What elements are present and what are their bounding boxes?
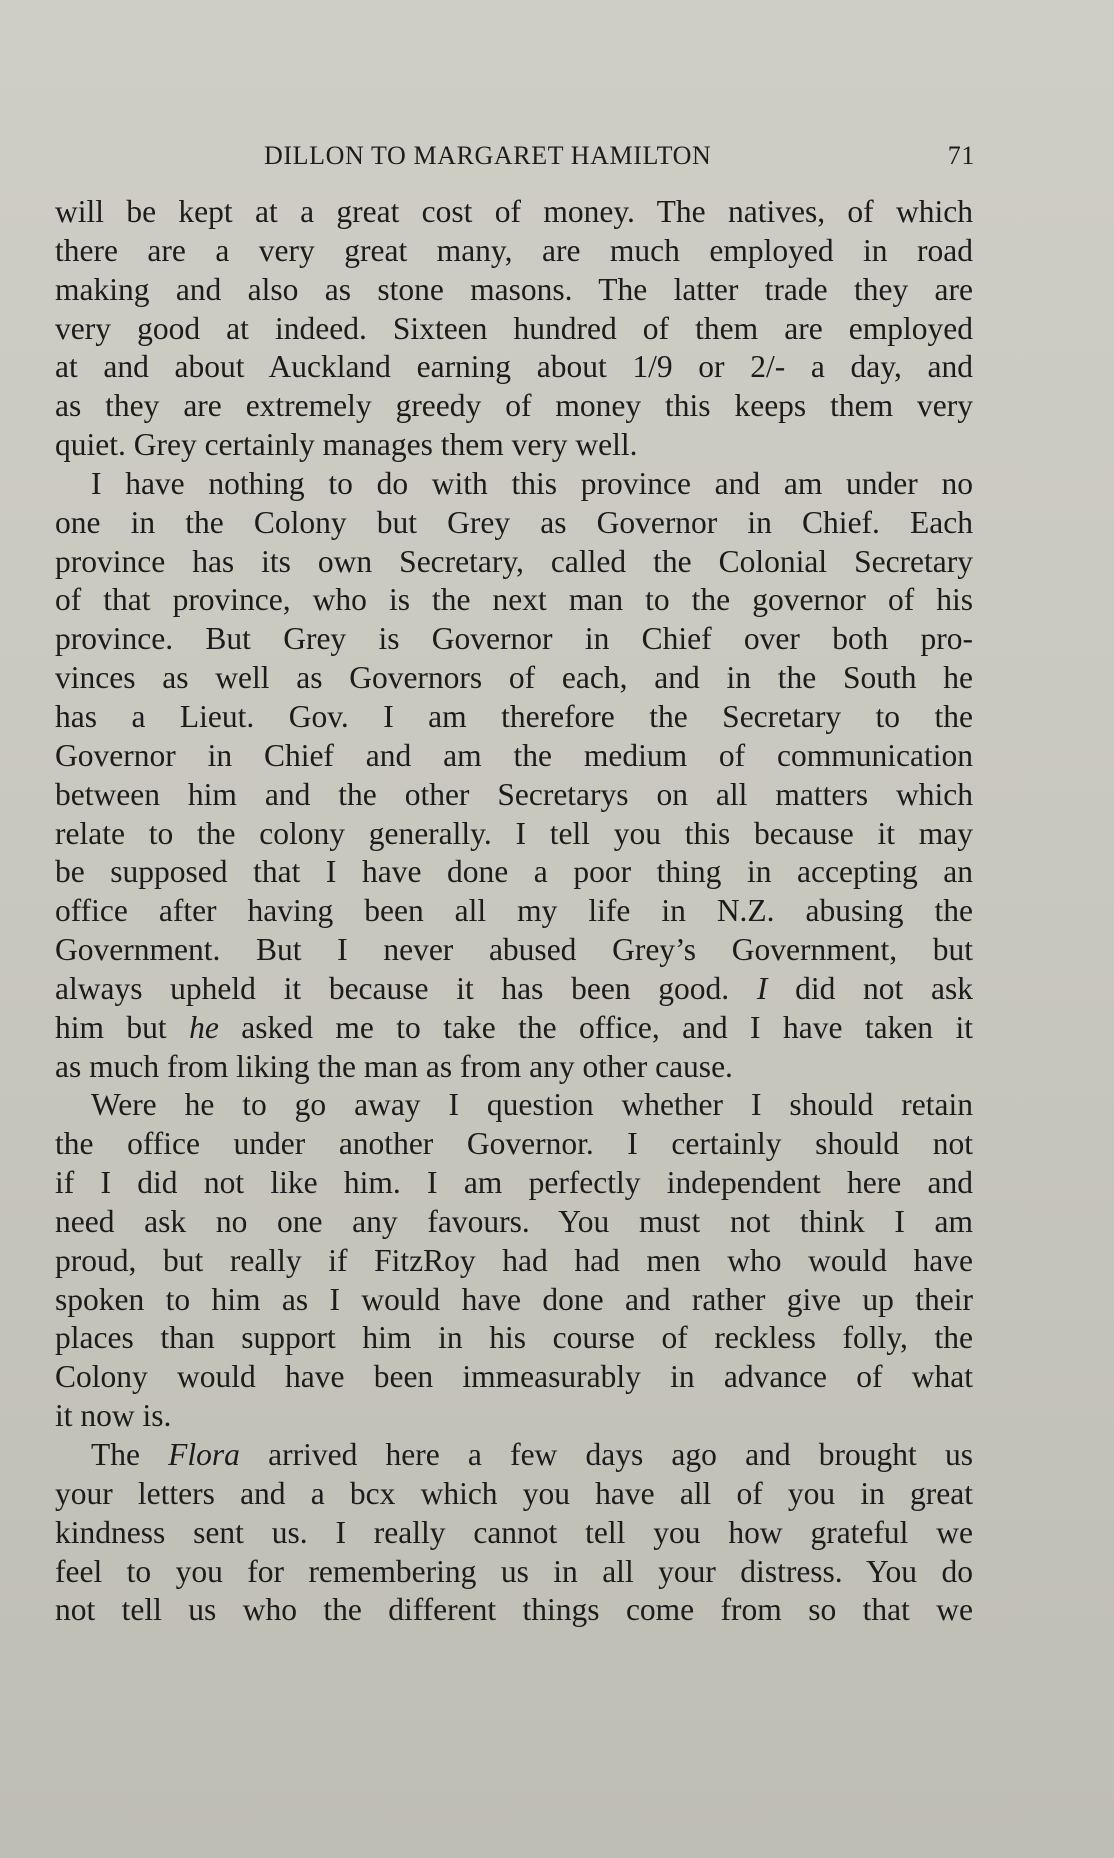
text-line: always upheld it because it has been good. I did not ask xyxy=(55,970,973,1006)
text-line: of that province, who is the next man to the governor of his xyxy=(55,582,973,618)
page-number: 71 xyxy=(947,141,975,170)
text-line: relate to the colony generally. I tell you this because it may xyxy=(55,815,973,851)
text-line: as they are extremely greedy of money this keeps them very xyxy=(55,388,973,424)
text-line: need ask no one any favours. You must not think I am xyxy=(55,1203,973,1239)
text-line: the office under another Governor. I certainly should not xyxy=(55,1126,973,1162)
text-line: if I did not like him. I am perfectly independent here and xyxy=(55,1165,973,1201)
text-line: vinces as well as Governors of each, and in the South he xyxy=(55,660,973,696)
text-line: very good at indeed. Sixteen hundred of them are employed xyxy=(55,310,973,346)
text-line: places than support him in his course of reckless folly, the xyxy=(55,1320,973,1356)
text-line: quiet. Grey certainly manages them very well. xyxy=(55,427,638,463)
text-line: province has its own Secretary, called the Colonial Secretary xyxy=(55,543,973,579)
paragraph-start-line: The Flora arrived here a few days ago and brought us xyxy=(91,1437,973,1472)
text-line: Governor in Chief and am the medium of communication xyxy=(55,737,973,773)
text-line: there are a very great many, are much employed in road xyxy=(55,232,973,268)
text-line: between him and the other Secretarys on all matters which xyxy=(55,776,973,812)
emphasis: he xyxy=(189,1009,219,1045)
text-line: proud, but really if FitzRoy had had men who would have xyxy=(55,1242,973,1278)
paragraph-start-line: I have nothing to do with this province and am under no xyxy=(91,465,973,501)
text-line: at and about Auckland earning about 1/9 or 2/- a day, and xyxy=(55,349,973,385)
text-line: not tell us who the different things come from so that we xyxy=(55,1592,973,1628)
paragraph-start-line: Were he to go away I question whether I should retain xyxy=(91,1087,973,1123)
text-line: him but he asked me to take the office, and I have taken it xyxy=(55,1009,973,1045)
text-line: Colony would have been immeasurably in advance of what xyxy=(55,1359,973,1395)
text-line: it now is. xyxy=(55,1398,172,1434)
running-title: DILLON TO MARGARET HAMILTON xyxy=(264,141,712,170)
text-line: has a Lieut. Gov. I am therefore the Secretary to the xyxy=(55,698,973,734)
text-line: as much from liking the man as from any other cause. xyxy=(55,1048,733,1084)
text-line: will be kept at a great cost of money. The natives, of which xyxy=(55,194,973,229)
text-line: one in the Colony but Grey as Governor in Chief. Each xyxy=(55,504,973,540)
text-line: province. But Grey is Governor in Chief over both pro- xyxy=(55,621,973,657)
text-line: kindness sent us. I really cannot tell you how grateful we xyxy=(55,1514,973,1550)
text-line: feel to you for remembering us in all your distress. You do xyxy=(55,1553,973,1589)
emphasis: Flora xyxy=(168,1437,240,1472)
text-line: be supposed that I have done a poor thing in accepting an xyxy=(55,854,973,890)
text-line: making and also as stone masons. The latter trade they are xyxy=(55,271,973,307)
emphasis: I xyxy=(756,970,768,1006)
letter-body xyxy=(55,193,973,1630)
text-line: office after having been all my life in N.Z. abusing the xyxy=(55,893,973,929)
text-line: Government. But I never abused Grey’s Government, but xyxy=(55,932,973,968)
text-line: spoken to him as I would have done and rather give up their xyxy=(55,1281,973,1317)
text-line: your letters and a bcx which you have all of you in great xyxy=(55,1475,973,1511)
